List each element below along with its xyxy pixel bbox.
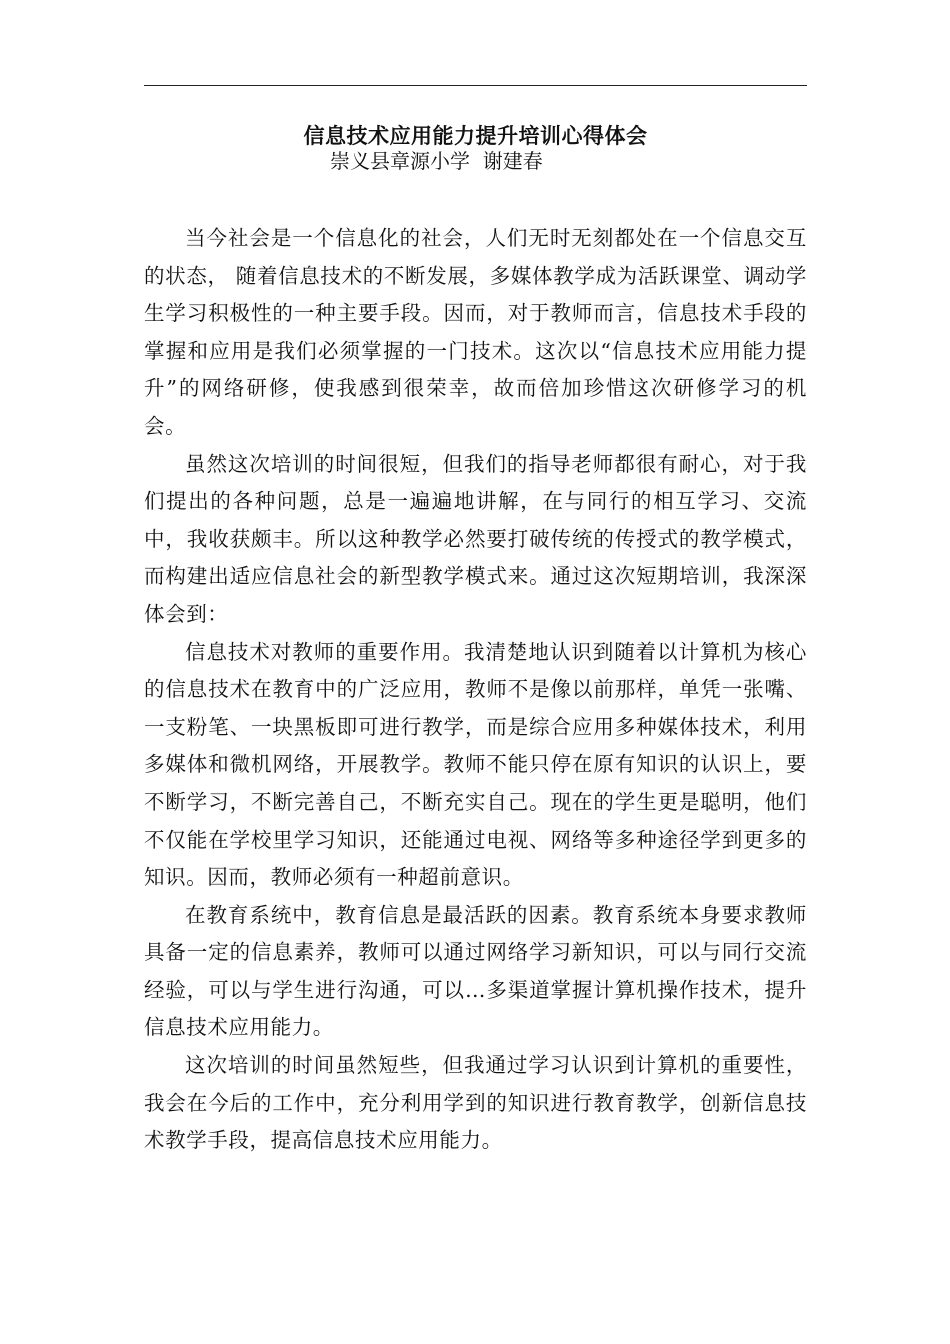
paragraph-4: 在教育系统中，教育信息是最活跃的因素。教育系统本身要求教师具备一定的信息素养，教师可以通过网络学习新知识，可以与同行交流经验，可以与学生进行沟通，可以…多渠道掌握计算机操作技术，提升信息技术应用能力。 xyxy=(144,902,807,1040)
paragraph-2: 虽然这次培训的时间很短，但我们的指导老师都很有耐心，对于我们提出的各种问题，总是一遍遍地讲解，在与同行的相互学习、交流中，我收获颇丰。所以这种教学必然要打破传统的传授式的教学模式，而构建出适应信息社会的新型教学模式来。通过这次短期培训，我深深体会到： xyxy=(144,451,807,626)
paragraph-5: 这次培训的时间虽然短些，但我通过学习认识到计算机的重要性，我会在今后的工作中，充分利用学到的知识进行教育教学，创新信息技术教学手段，提高信息技术应用能力。 xyxy=(144,1053,807,1153)
document-author: 崇义县章源小学 谢建春 xyxy=(330,149,543,173)
paragraph-1: 当今社会是一个信息化的社会，人们无时无刻都处在一个信息交互的状态， 随着信息技术的不断发展，多媒体教学成为活跃课堂、调动学生学习积极性的一种主要手段。因而，对于教师而言，信息技术手段的掌握和应用是我们必须掌握的一门技术。这次以“信息技术应用能力提升”的网络研修，使我感到很荣幸，故而倍加珍惜这次研修学习的机会。 xyxy=(144,226,807,438)
paragraph-3: 信息技术对教师的重要作用。我清楚地认识到随着以计算机为核心的信息技术在教育中的广泛应用，教师不是像以前那样，单凭一张嘴、一支粉笔、一块黑板即可进行教学，而是综合应用多种媒体技术，利用多媒体和微机网络，开展教学。教师不能只停在原有知识的认识上，要不断学习，不断完善自己，不断充实自己。现在的学生更是聪明，他们不仅能在学校里学习知识，还能通过电视、网络等多种途径学到更多的知识。因而，教师必须有一种超前意识。 xyxy=(144,639,807,890)
header-rule xyxy=(144,85,807,86)
document-body xyxy=(144,220,807,1160)
document-title: 信息技术应用能力提升培训心得体会 xyxy=(303,124,648,148)
